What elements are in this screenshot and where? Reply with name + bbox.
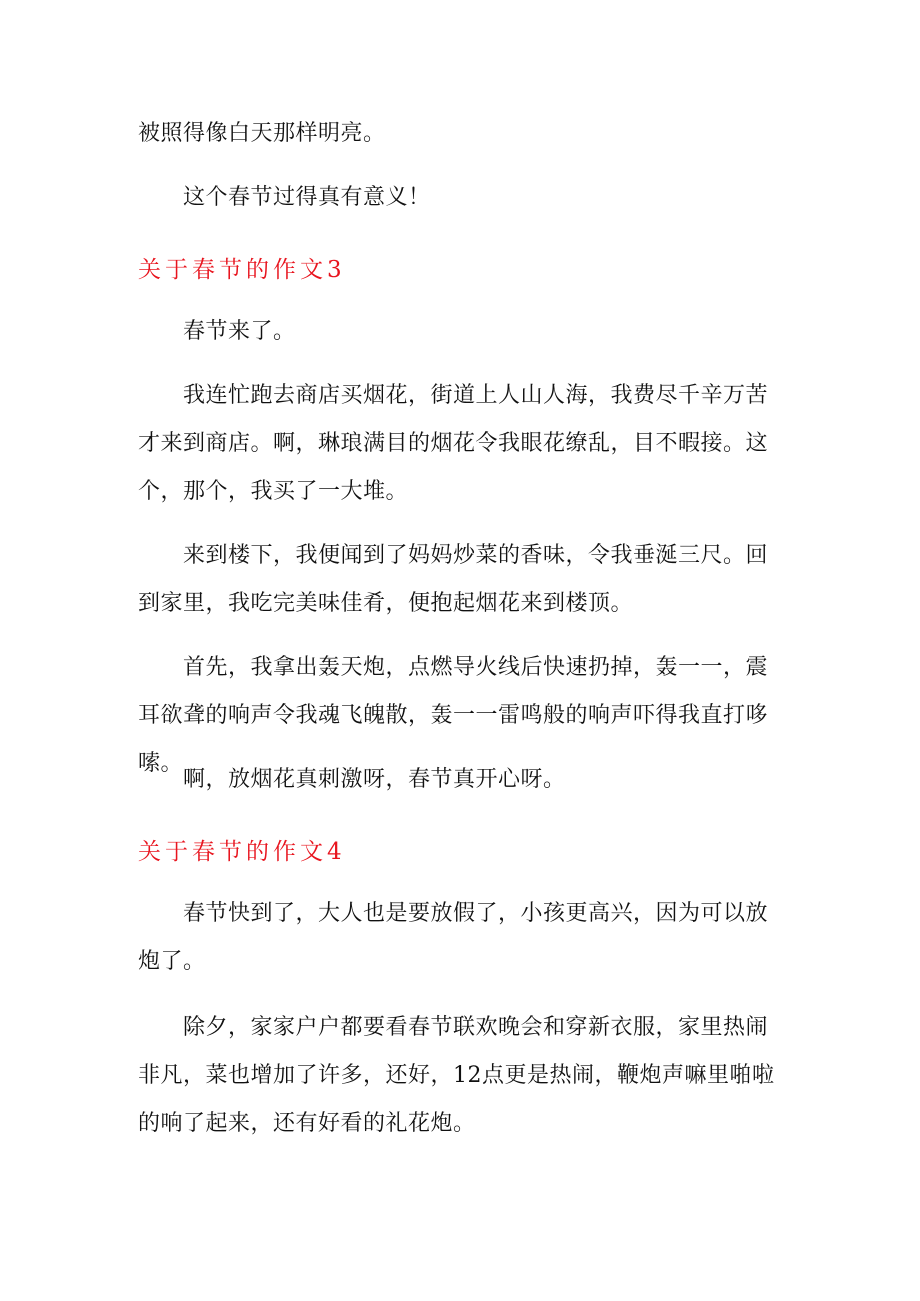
- heading-essay-3: 关于春节的作文3: [138, 257, 346, 283]
- essay3-paragraph-4: 首先，我拿出轰天炮，点燃导火线后快速扔掉，轰一一，震耳欲聋的响声令我魂飞魄散，轰一一雷鸣般的响声吓得我直打哆嗦。: [138, 655, 769, 776]
- essay3-paragraph-2: 我连忙跑去商店买烟花，街道上人山人海，我费尽千辛万苦才来到商店。啊，琳琅满目的烟花令我眼花缭乱，目不暇接。这个，那个，我买了一大堆。: [138, 383, 769, 504]
- essay3-paragraph-3: 来到楼下，我便闻到了妈妈炒菜的香味，令我垂涎三尺。回到家里，我吃完美味佳肴，便抱起烟花来到楼顶。: [138, 543, 769, 616]
- heading-essay-4: 关于春节的作文4: [138, 839, 346, 865]
- essay3-paragraph-1: 春节来了。: [183, 319, 296, 344]
- essay4-paragraph-2: 除夕，家家户户都要看春节联欢晚会和穿新衣服，家里热闹非凡，菜也增加了许多，还好，12点更是热闹，鞭炮声嘛里啪啦的响了起来，还有好看的礼花炮。: [138, 1015, 775, 1136]
- essay4-paragraph-1: 春节快到了，大人也是要放假了，小孩更高兴，因为可以放炮了。: [138, 901, 769, 974]
- essay3-paragraph-5: 啊，放烟花真刺激呀，春节真开心呀。: [183, 767, 566, 792]
- paragraph-essay2-ending: 这个春节过得真有意义！: [183, 185, 431, 210]
- paragraph-continuation: 被照得像白天那样明亮。: [138, 121, 386, 146]
